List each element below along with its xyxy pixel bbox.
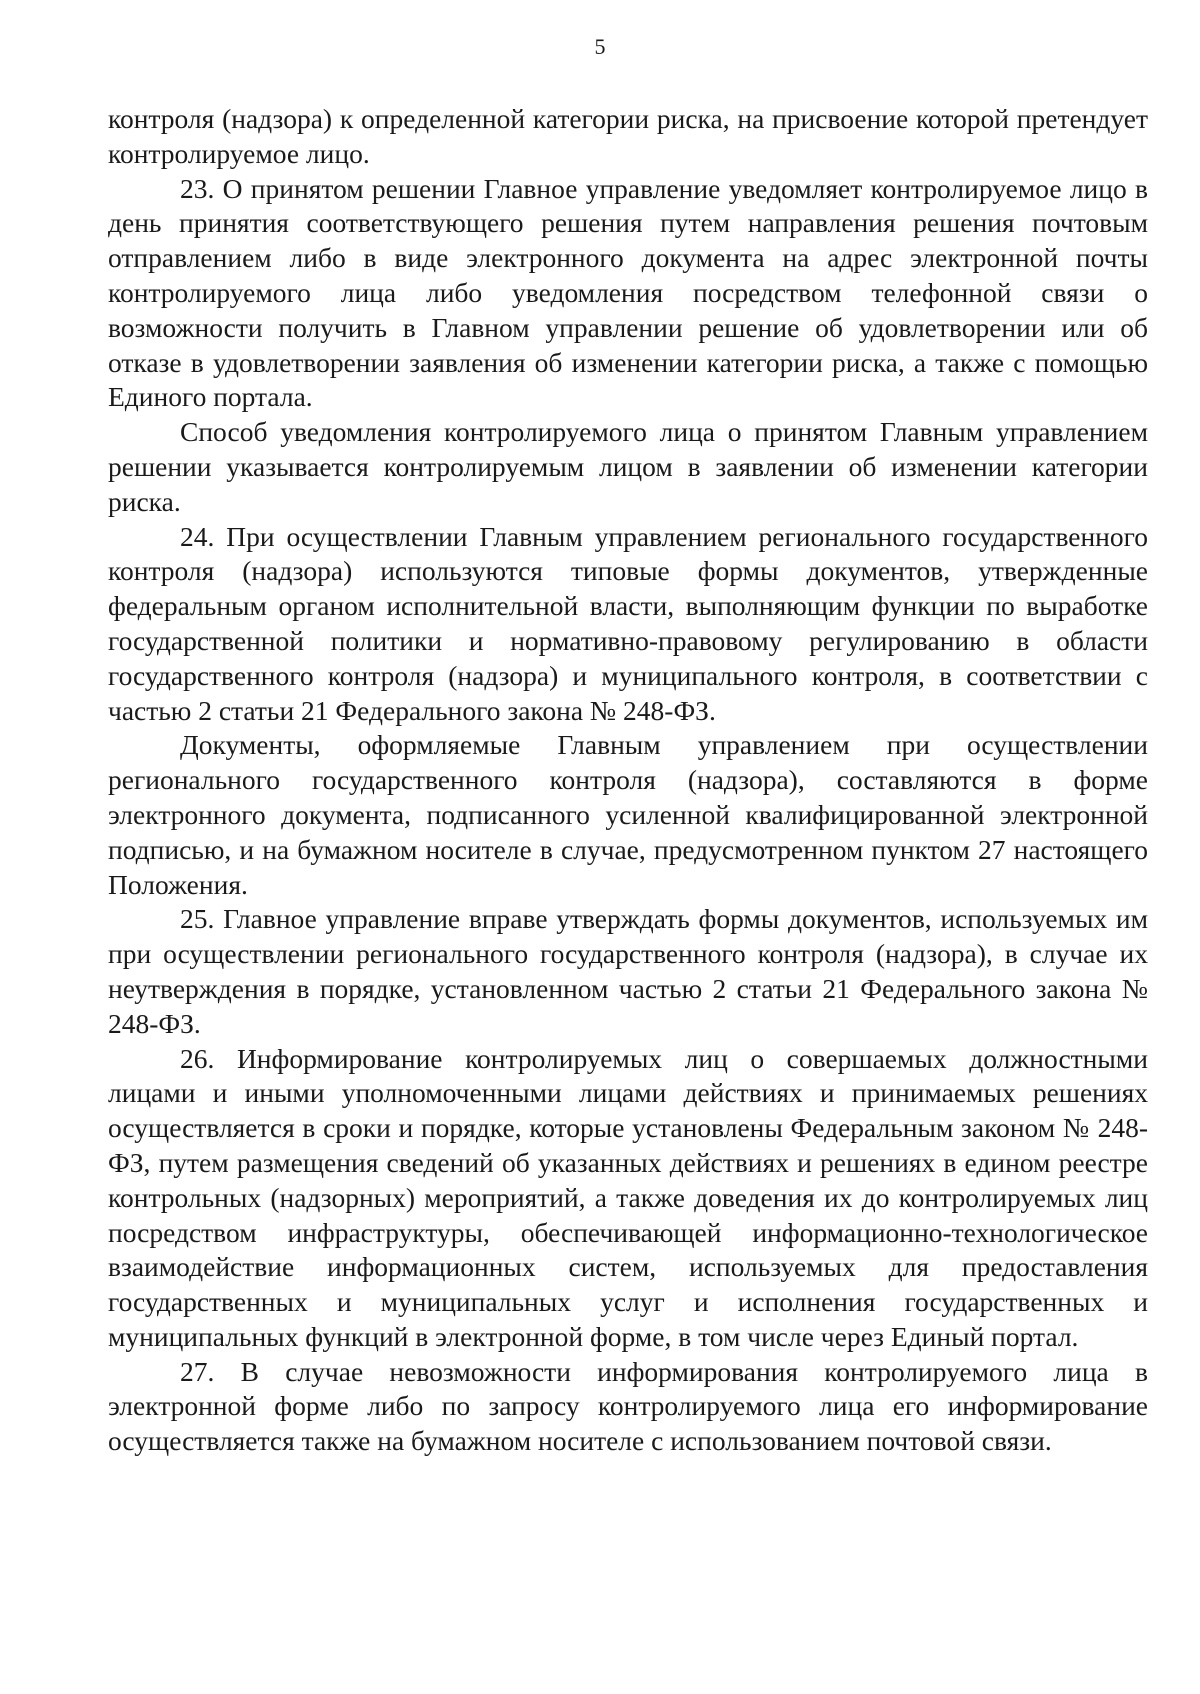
paragraph-notification-method: Способ уведомления контролируемого лица о принятом Главным управлением решении указывается контролируемым лицом в заявлении об изменении категории риска. — [108, 416, 1148, 517]
document-body — [108, 102, 1148, 1459]
paragraph-documents: Документы, оформляемые Главным управлением при осуществлении регионального государственного контроля (надзора), составляются в форме электронного документа, подписанного усиленной квалифицированной электронной подписью, и на бумажном носителе в случае, предусмотренном пунктом 27 настоящего Положения. — [108, 729, 1148, 900]
paragraph-continuation: контроля (надзора) к определенной категории риска, на присвоение которой претендует контролируемое лицо. — [108, 103, 1148, 169]
paragraph-27: 27. В случае невозможности информирования контролируемого лица в электронной форме либо по запросу контролируемого лица его информирование осуществляется также на бумажном носителе с использованием почтовой связи. — [108, 1355, 1148, 1457]
paragraph-25: 25. Главное управление вправе утверждать формы документов, используемых им при осуществлении регионального государственного контроля (надзора), в случае их неутверждения в порядке, установленном частью 2 статьи 21 Федерального закона № 248-ФЗ. — [108, 903, 1148, 1039]
paragraph-24: 24. При осуществлении Главным управлением регионального государственного контроля (надзора) используются типовые формы документов, утвержденные федеральным органом исполнительной власти, выполняющим функции по выработке государственной политики и нормативно-правовому регулированию в области государственного контроля (надзора) и муниципального контроля, в соответствии с частью 2 статьи 21 Федерального закона № 248-ФЗ. — [108, 520, 1148, 726]
paragraph-26: 26. Информирование контролируемых лиц о совершаемых должностными лицами и иными уполномоченными лицами действиях и принимаемых решениях осуществляется в сроки и порядке, которые установлены Федеральным законом № 248-ФЗ, путем размещения сведений об указанных действиях и решениях в едином реестре контрольных (надзорных) мероприятий, а также доведения их до контролируемых лиц посредством инфраструктуры, обеспечивающей информационно-технологическое взаимодействие информационных систем, используемых для предоставления государственных и муниципальных услуг и исполнения государственных и муниципальных функций в электронной форме, в том числе через Единый портал. — [108, 1042, 1148, 1352]
paragraph-23: 23. О принятом решении Главное управление уведомляет контролируемое лицо в день принятия соответствующего решения путем направления решения почтовым отправлением либо в виде электронного документа на адрес электронной почты контролируемого лица либо уведомления посредством телефонной связи о возможности получить в Главном управлении решение об удовлетворении или об отказе в удовлетворении заявления об изменении категории риска, а также с помощью Единого портала. — [108, 172, 1148, 413]
page-number: 5 — [594, 34, 606, 59]
